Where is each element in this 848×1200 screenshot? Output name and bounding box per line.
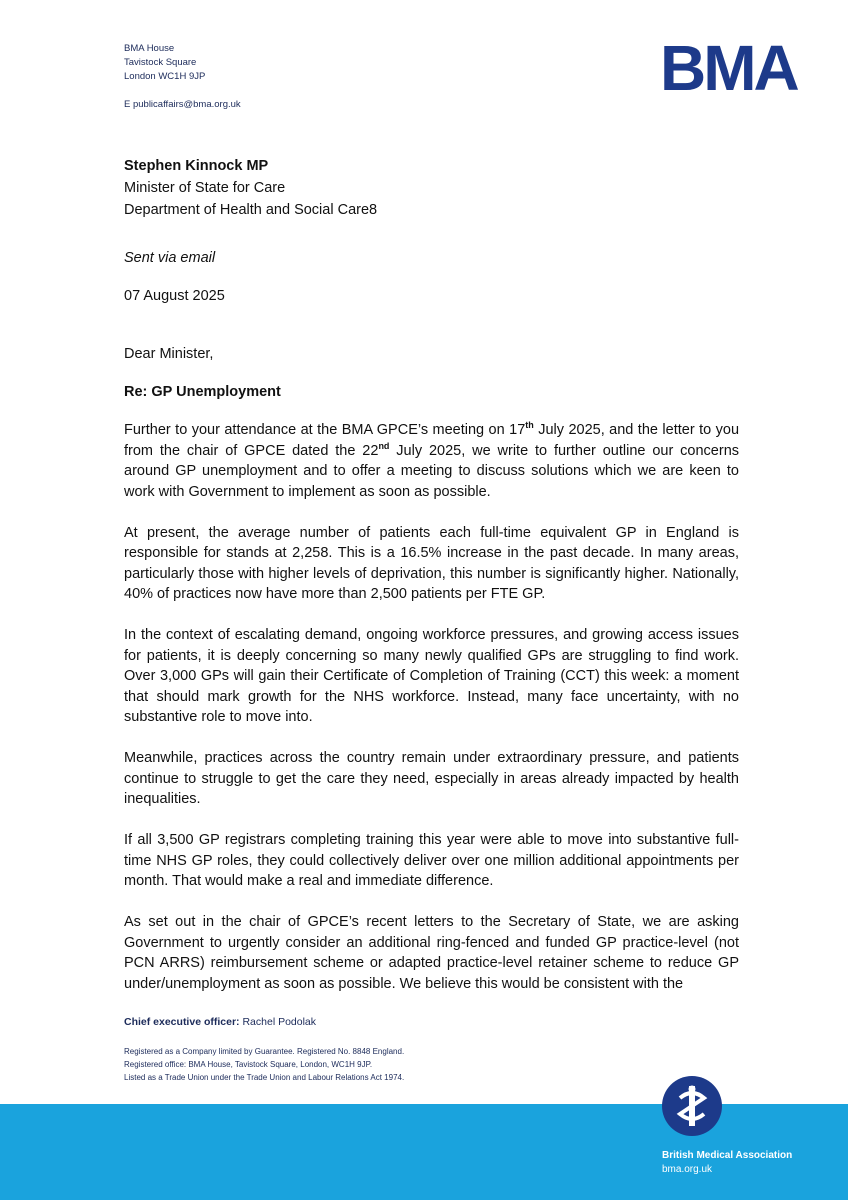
letter-date: 07 August 2025 [124,288,225,304]
ceo-label: Chief executive officer: [124,1016,240,1028]
bma-emblem-icon [662,1076,722,1136]
ceo-line [124,1016,316,1028]
body-paragraph: Further to your attendance at the BMA GPCE’s meeting on 17th July 2025, and the letter to you from the chair of GPCE dated the 22nd July 2025, we write to further outline our concerns around GP unemployment and to offer a meeting to discuss solutions which we are keen to work with Government to implement as soon as possible. [124,420,740,500]
salutation: Dear Minister, [124,346,214,362]
recipient-title: Minister of State for Care [124,180,286,196]
sender-address-line: BMA House [124,43,175,54]
footer-org-name: British Medical Association [662,1150,793,1161]
recipient-department: Department of Health and Social Care8 [124,202,378,218]
sender-address [124,42,241,112]
legal-line: Registered office: BMA House, Tavistock Square, London, WC1H 9JP. [124,1060,373,1069]
bma-logo: BMA [660,32,797,104]
body-paragraph: In the context of escalating demand, ongoing workforce pressures, and growing access issues for patients, it is deeply concerning so many newly qualified GPs are struggling to find work. Over 3,000 GPs will gain their Certificate of Completion of Training (CCT) this week: a moment that should mark growth for the NHS workforce. Instead, many face uncertainty, with no substantive role to move into. [124,627,739,725]
sender-email[interactable]: E publicaffairs@bma.org.uk [124,99,241,110]
recipient-block [124,155,377,221]
legal-notice [124,1045,404,1084]
letter-body [124,420,739,1015]
ceo-name: Rachel Podolak [242,1016,317,1028]
body-paragraph: If all 3,500 GP registrars completing training this year were able to move into substantive full-time NHS GP roles, they could collectively deliver over one million additional appointments per month. That would make a real and immediate difference. [124,832,739,889]
sender-address-line: Tavistock Square [124,57,197,68]
body-paragraph: At present, the average number of patients each full-time equivalent GP in England is responsible for stands at 2,258. This is a 16.5% increase in the past decade. In many areas, particularly those with higher levels of deprivation, this number is significantly higher. Nationally, 40% of practices now have more than 2,500 patients per FTE GP. [124,524,739,602]
footer-org [662,1149,792,1177]
subject-line: Re: GP Unemployment [124,384,281,400]
body-paragraph: As set out in the chair of GPCE’s recent letters to the Secretary of State, we are asking Government to urgently consider an additional ring-fenced and funded GP practice-level (not PCN ARRS) reimbursement scheme or adapted practice-level retainer scheme to reduce GP under/unemployment as soon as possible. We believe this would be consistent with the [124,914,739,992]
legal-line: Registered as a Company limited by Guarantee. Registered No. 8848 England. [124,1047,405,1056]
footer-website[interactable]: bma.org.uk [662,1164,713,1175]
legal-line: Listed as a Trade Union under the Trade Union and Labour Relations Act 1974. [124,1073,405,1082]
sender-address-line: London WC1H 9JP [124,71,206,82]
sent-via-note: Sent via email [124,250,216,266]
body-paragraph: Meanwhile, practices across the country remain under extraordinary pressure, and patients continue to struggle to get the care they need, especially in areas already impacted by health inequalities. [124,750,739,807]
recipient-name: Stephen Kinnock MP [124,158,269,174]
